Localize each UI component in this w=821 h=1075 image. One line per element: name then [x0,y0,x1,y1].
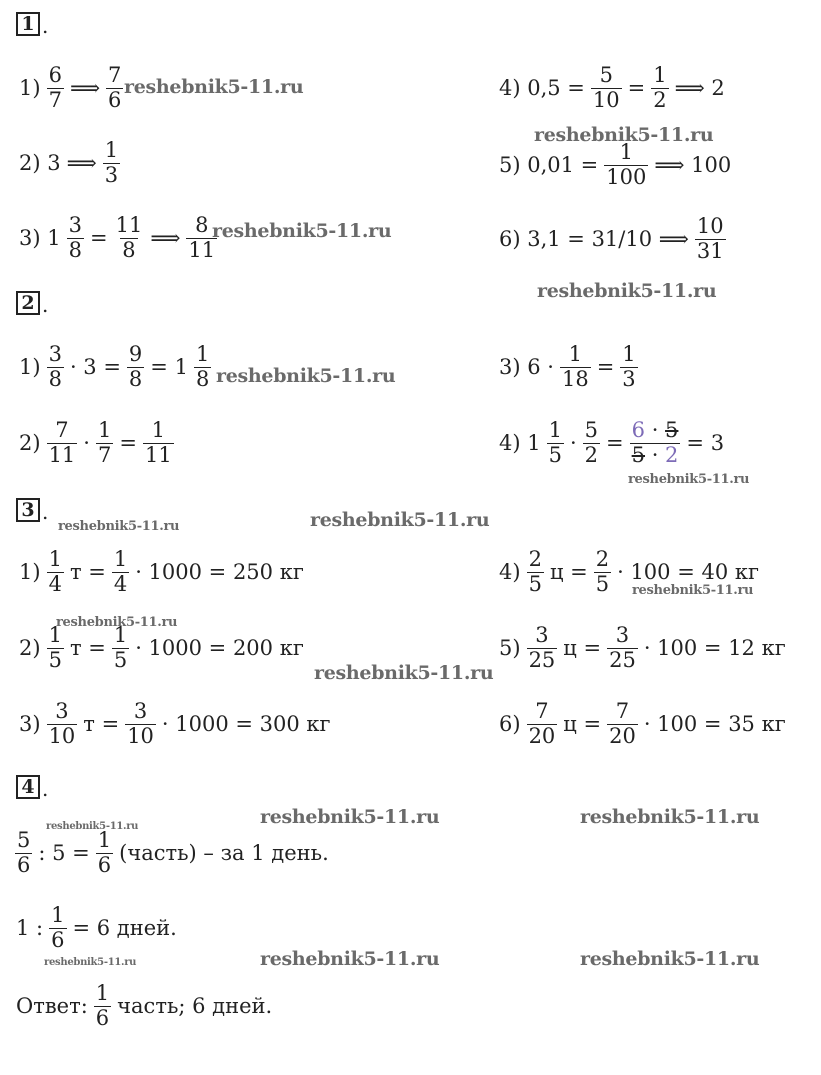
fraction [604,141,648,189]
denominator: 3 [104,162,119,187]
watermark: reshebnik5-11.ru [46,821,139,832]
result-text: часть; 6 дней. [117,994,273,1018]
denominator: 8 [122,237,136,262]
item-label: 3) 1 [19,226,61,250]
watermark: reshebnik5-11.ru [628,472,750,487]
denominator: 31 [696,238,724,263]
numerator: 1 [104,137,119,162]
numerator: 3 [68,212,82,237]
section-dot: . [42,293,49,317]
operator-text: = [119,431,137,455]
item-label: 1) [19,355,41,379]
denominator: 18 [561,366,589,391]
fraction [527,700,558,748]
numerator: 1 [48,622,62,647]
answer-label: Ответ: [16,994,88,1018]
cancelled-digit: 5 [631,442,646,467]
numerator: 6 [48,62,62,87]
section-number: 4 [21,776,35,798]
fraction [547,419,564,467]
cancelled-fraction [630,419,681,467]
item-label: 5) 0,01 = [499,153,599,177]
numerator: 8 [195,212,209,237]
unit-text: т = [69,636,106,660]
watermark: reshebnik5-11.ru [632,583,754,598]
denominator: 20 [609,723,636,748]
numerator: 1 [51,902,65,927]
denominator: 20 [528,723,556,748]
item-label: 2) [19,431,41,455]
ex4-line-2 [13,893,180,963]
result-text: ⟹ 2 [674,76,725,100]
numerator: 1 [95,980,110,1005]
numerator: 10 [696,213,724,238]
ex1-item-4 [496,53,728,123]
fraction [96,829,113,877]
item-label: 2) 3 [19,151,61,175]
numerator [630,419,681,443]
item-label: 4) [499,560,521,584]
item-label: 1) [19,560,41,584]
ex3-item-6 [496,689,789,759]
fraction [49,904,66,952]
dot-operator: · [645,417,666,442]
watermark: reshebnik5-11.ru [44,957,137,968]
numerator: 3 [615,622,630,647]
result-text: · 1000 = 300 кг [161,712,331,736]
numerator: 7 [108,62,122,87]
numerator: 5 [17,827,31,852]
denominator: 2 [584,442,599,467]
denominator: 5 [595,571,610,596]
result-text: · 100 = 12 кг [643,636,786,660]
numerator: 5 [599,62,613,87]
watermark: reshebnik5-11.ru [56,615,178,630]
item-label: 4) 0,5 = [499,76,585,100]
denominator [630,443,681,468]
fraction [67,214,84,262]
denominator: 3 [622,366,636,391]
denominator: 25 [609,647,636,672]
numerator: 3 [48,341,62,366]
section-number: 3 [21,499,35,521]
unit-text: ц = [563,636,602,660]
watermark: reshebnik5-11.ru [124,76,304,98]
ex1-item-6 [496,204,729,274]
fraction [527,624,558,672]
replacement-digit: 6 [631,417,646,442]
numerator: 2 [595,546,610,571]
section-2-marker [16,291,40,315]
section-1-marker [16,12,40,36]
numerator: 11 [115,212,143,237]
denominator: 5 [548,442,562,467]
cancelled-digit: 5 [665,417,679,442]
fraction [591,64,622,112]
denominator: 8 [48,366,62,391]
watermark: reshebnik5-11.ru [212,220,392,242]
denominator: 5 [113,647,128,672]
implies-sign: ⟹ [150,226,181,250]
unit-text: ц = [563,712,602,736]
numerator: 1 [619,139,633,164]
watermark: reshebnik5-11.ru [537,280,717,302]
denominator: 8 [128,366,143,391]
result-text: = 3 [686,431,725,455]
item-label: 5) [499,636,521,660]
numerator: 3 [133,698,148,723]
replacement-digit: 2 [665,442,679,467]
ex2-item-4 [496,408,727,478]
item-label: 1 : [16,916,44,940]
denominator: 8 [195,366,210,391]
section-3-marker [16,498,40,522]
fraction [96,419,113,467]
fraction [112,548,129,596]
numerator: 3 [55,698,69,723]
equals-sign: = [627,76,646,100]
denominator: 6 [108,87,122,112]
fraction [594,548,611,596]
implies-sign: ⟹ [66,151,97,175]
section-dot: . [42,777,49,801]
item-label: 4) 1 [499,431,541,455]
equals-sign: = [89,226,108,250]
watermark: reshebnik5-11.ru [314,662,494,684]
item-label: 2) [19,636,41,660]
ex1-item-2 [16,128,123,198]
ex1-item-1 [16,53,126,123]
item-label: 6) [499,712,521,736]
fraction [47,700,78,748]
result-text: = 6 дней. [72,916,177,940]
denominator: 100 [606,164,647,189]
operator-text: = [606,431,624,455]
numerator: 1 [568,341,582,366]
watermark: reshebnik5-11.ru [58,519,180,534]
numerator: 1 [97,827,112,852]
denominator: 4 [48,571,62,596]
watermark: reshebnik5-11.ru [310,509,490,531]
result-text: ⟹ 100 [654,153,732,177]
fraction [127,343,144,391]
ex2-item-2 [16,408,177,478]
denominator: 4 [113,571,128,596]
item-label: 3) [19,712,41,736]
denominator: 2 [653,87,667,112]
operator-text: : 5 = [38,841,90,865]
denominator: 6 [95,1005,110,1030]
item-label: 6) 3,1 = 31/10 ⟹ [499,227,689,251]
denominator: 10 [48,723,76,748]
fraction [106,64,123,112]
fraction [47,343,64,391]
watermark: reshebnik5-11.ru [260,948,440,970]
section-4-marker [16,775,40,799]
operator-text: · [83,431,90,455]
numerator: 1 [113,546,128,571]
unit-text: ц = [549,560,588,584]
result-text: · 100 = 35 кг [643,712,786,736]
operator-text: · 3 = [69,355,121,379]
fraction [651,64,668,112]
fraction [112,624,129,672]
fraction [47,624,64,672]
numerator: 9 [128,341,143,366]
watermark: reshebnik5-11.ru [580,806,760,828]
section-dot: . [42,14,49,38]
denominator: 5 [528,571,542,596]
fraction [527,548,544,596]
fraction [560,343,591,391]
numerator: 1 [622,341,636,366]
watermark: reshebnik5-11.ru [260,806,440,828]
watermark: reshebnik5-11.ru [216,365,396,387]
numerator: 1 [48,546,62,571]
denominator: 10 [592,87,620,112]
fraction [607,700,638,748]
section-number: 2 [21,292,35,314]
numerator: 7 [535,698,549,723]
section-dot: . [42,500,49,524]
denominator: 6 [97,852,112,877]
numerator: 1 [113,622,128,647]
ex2-item-3 [496,332,641,402]
fraction [94,982,111,1030]
numerator: 1 [653,62,667,87]
operator-text: = [596,355,615,379]
ex2-item-1 [16,332,214,402]
fraction [47,548,64,596]
item-label: 1) [19,76,41,100]
result-text: · 1000 = 200 кг [135,636,304,660]
numerator: 2 [528,546,542,571]
result-text: (часть) – за 1 день. [119,841,329,865]
denominator: 5 [48,647,62,672]
numerator: 7 [55,417,69,442]
numerator: 1 [151,417,166,442]
watermark: reshebnik5-11.ru [534,124,714,146]
watermark: reshebnik5-11.ru [580,948,760,970]
denominator: 7 [97,442,112,467]
numerator: 1 [548,417,562,442]
fraction [15,829,32,877]
operator-text: = 1 [150,355,188,379]
denominator: 6 [17,852,31,877]
denominator: 11 [48,442,76,467]
denominator: 7 [48,87,62,112]
ex3-item-3 [16,689,334,759]
fraction [620,343,637,391]
fraction [607,624,638,672]
dot-operator: · [645,442,666,467]
implies-sign: ⟹ [69,76,101,100]
ex3-item-5 [496,613,789,683]
fraction [114,214,145,262]
numerator: 7 [615,698,630,723]
ex1-item-3 [16,203,220,273]
denominator: 11 [188,237,216,262]
denominator: 6 [51,927,65,952]
unit-text: т = [83,712,120,736]
unit-text: т = [69,560,106,584]
ex3-item-1 [16,537,307,607]
numerator: 3 [535,622,549,647]
section-number: 1 [21,13,35,35]
fraction [125,700,156,748]
fraction [695,215,726,263]
numerator: 1 [97,417,112,442]
fraction [103,139,120,187]
denominator: 11 [144,442,172,467]
denominator: 10 [127,723,154,748]
fraction [583,419,600,467]
denominator: 8 [68,237,82,262]
ex4-answer [13,971,275,1041]
fraction [47,419,78,467]
fraction [143,419,174,467]
fraction [194,343,211,391]
result-text: · 1000 = 250 кг [135,560,304,584]
result-text: · 100 = 40 кг [617,560,759,584]
denominator: 25 [528,647,556,672]
numerator: 1 [195,341,210,366]
item-label: 3) 6 · [499,355,554,379]
numerator: 5 [584,417,599,442]
fraction [47,64,64,112]
operator-text: · [569,431,577,455]
